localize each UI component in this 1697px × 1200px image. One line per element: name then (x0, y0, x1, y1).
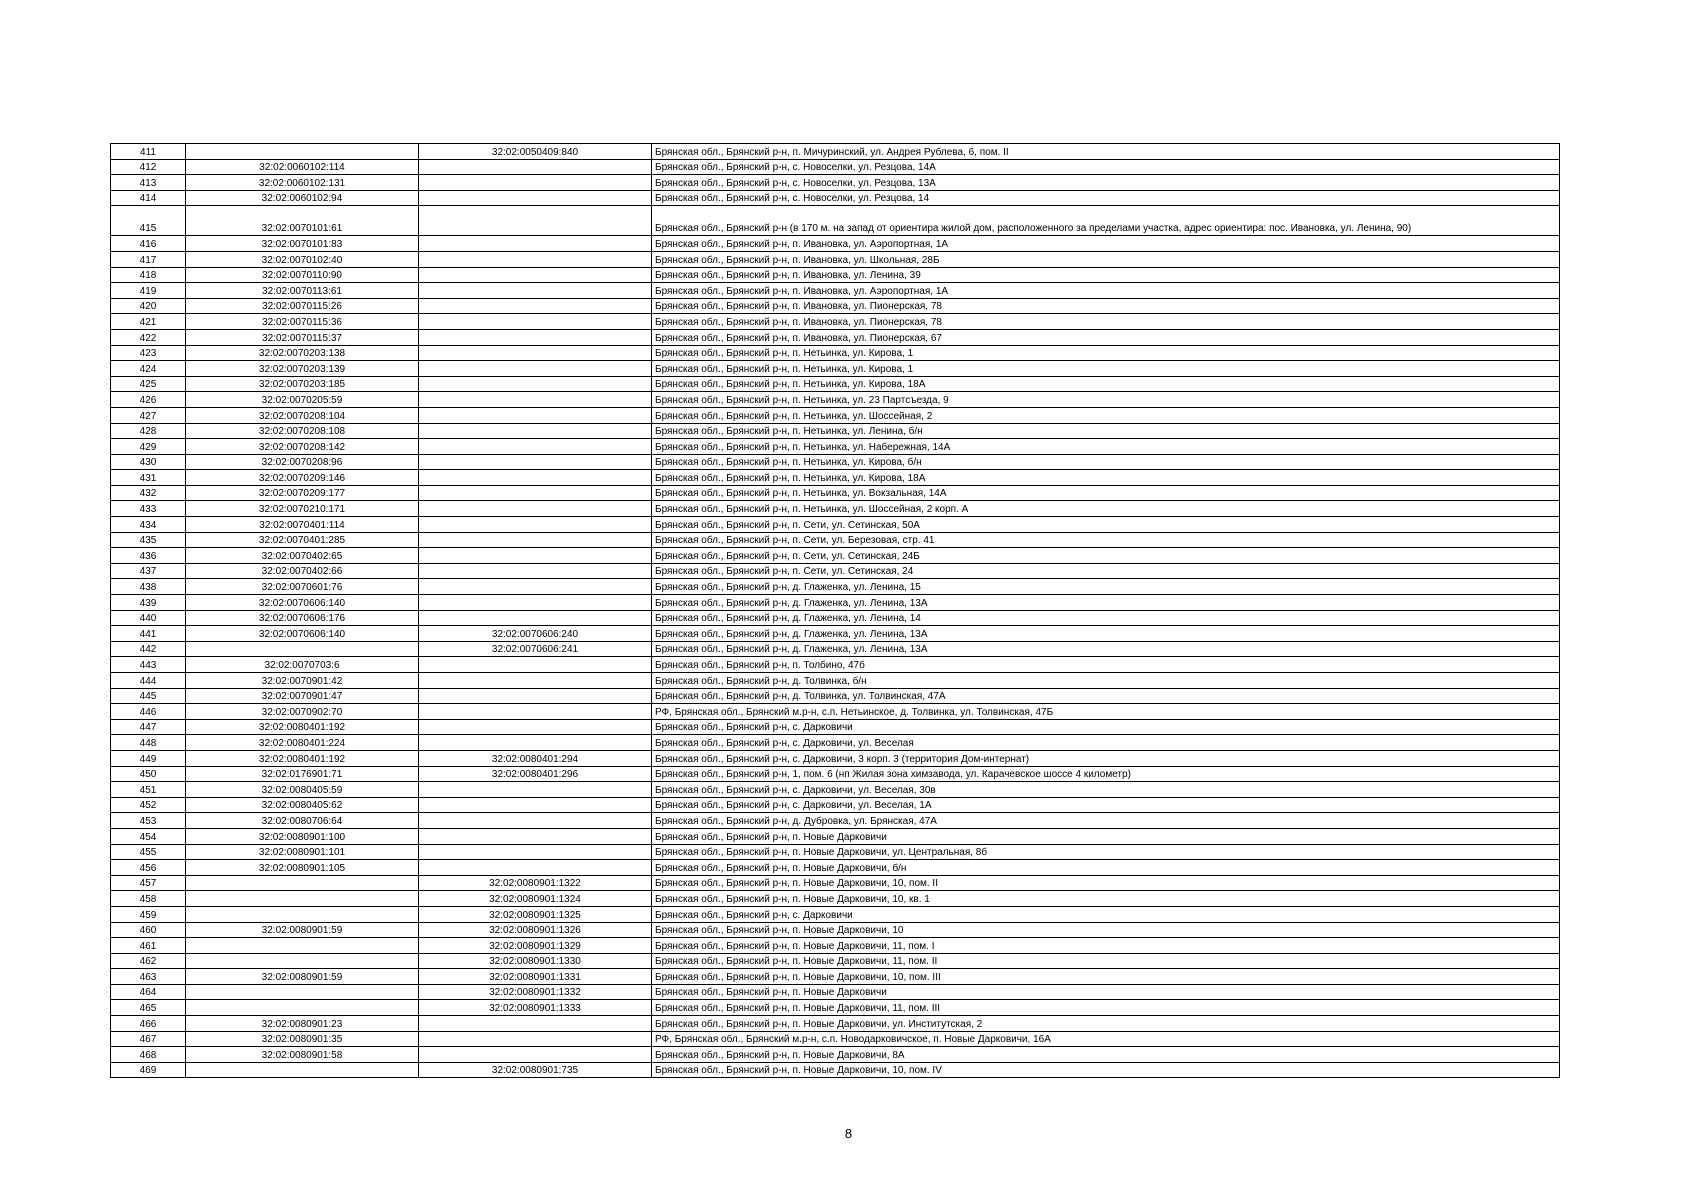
parcel-cadastral-number-cell: 32:02:0080401:224 (186, 735, 419, 751)
address-cell: Брянская обл., Брянский р-н, с. Дарковичи (652, 906, 1560, 922)
table-body (111, 144, 1560, 1078)
address-cell: Брянская обл., Брянский р-н, д. Глаженка, ул. Ленина, 13А (652, 595, 1560, 611)
address-cell: Брянская обл., Брянский р-н, п. Новые Дарковичи, 10, пом. III (652, 969, 1560, 985)
parcel-cadastral-number-cell: 32:02:0080401:192 (186, 719, 419, 735)
table-row (111, 485, 1560, 501)
object-cadastral-number-cell (419, 782, 652, 798)
row-number-cell: 469 (111, 1062, 186, 1078)
object-cadastral-number-cell (419, 673, 652, 689)
object-cadastral-number-cell (419, 860, 652, 876)
address-cell: Брянская обл., Брянский р-н, п. Ивановка, ул. Пионерская, 78 (652, 314, 1560, 330)
parcel-cadastral-number-cell: 32:02:0070101:83 (186, 236, 419, 252)
row-number-cell: 411 (111, 144, 186, 160)
object-cadastral-number-cell (419, 283, 652, 299)
table-row (111, 953, 1560, 969)
address-cell: Брянская обл., Брянский р-н, п. Сети, ул. Березовая, стр. 41 (652, 532, 1560, 548)
address-cell: Брянская обл., Брянский р-н, 1, пом. 6 (нп Жилая зона химзавода, ул. Карачевское шоссе 4 километр) (652, 766, 1560, 782)
table-row (111, 532, 1560, 548)
parcel-cadastral-number-cell: 32:02:0070208:96 (186, 454, 419, 470)
parcel-cadastral-number-cell: 32:02:0070113:61 (186, 283, 419, 299)
row-number-cell: 447 (111, 719, 186, 735)
row-number-cell: 436 (111, 548, 186, 564)
row-number-cell: 451 (111, 782, 186, 798)
parcel-cadastral-number-cell: 32:02:0176901:71 (186, 766, 419, 782)
row-number-cell: 417 (111, 251, 186, 267)
row-number-cell: 427 (111, 407, 186, 423)
parcel-cadastral-number-cell: 32:02:0070110:90 (186, 267, 419, 283)
parcel-cadastral-number-cell (186, 875, 419, 891)
row-number-cell: 424 (111, 361, 186, 377)
parcel-cadastral-number-cell (186, 938, 419, 954)
address-cell: Брянская обл., Брянский р-н, п. Сети, ул. Сетинская, 50А (652, 517, 1560, 533)
row-number-cell: 460 (111, 922, 186, 938)
parcel-cadastral-number-cell: 32:02:0060102:94 (186, 190, 419, 206)
object-cadastral-number-cell (419, 159, 652, 175)
object-cadastral-number-cell (419, 251, 652, 267)
address-cell: Брянская обл., Брянский р-н, с. Дарковичи, ул. Веселая, 1А (652, 797, 1560, 813)
object-cadastral-number-cell (419, 392, 652, 408)
row-number-cell: 420 (111, 298, 186, 314)
object-cadastral-number-cell (419, 828, 652, 844)
table-row (111, 159, 1560, 175)
table-row (111, 206, 1560, 236)
object-cadastral-number-cell: 32:02:0080901:1326 (419, 922, 652, 938)
row-number-cell: 445 (111, 688, 186, 704)
row-number-cell: 428 (111, 423, 186, 439)
table-row (111, 1016, 1560, 1032)
row-number-cell: 458 (111, 891, 186, 907)
object-cadastral-number-cell: 32:02:0080401:294 (419, 750, 652, 766)
parcel-cadastral-number-cell: 32:02:0070208:142 (186, 439, 419, 455)
parcel-cadastral-number-cell: 32:02:0080901:59 (186, 922, 419, 938)
object-cadastral-number-cell (419, 517, 652, 533)
table-row (111, 626, 1560, 642)
object-cadastral-number-cell (419, 1047, 652, 1063)
object-cadastral-number-cell (419, 376, 652, 392)
object-cadastral-number-cell (419, 439, 652, 455)
row-number-cell: 433 (111, 501, 186, 517)
table-row (111, 906, 1560, 922)
parcel-cadastral-number-cell: 32:02:0070115:36 (186, 314, 419, 330)
object-cadastral-number-cell (419, 470, 652, 486)
parcel-cadastral-number-cell: 32:02:0080405:59 (186, 782, 419, 798)
table-row (111, 267, 1560, 283)
object-cadastral-number-cell (419, 175, 652, 191)
row-number-cell: 462 (111, 953, 186, 969)
object-cadastral-number-cell (419, 1016, 652, 1032)
address-cell: Брянская обл., Брянский р-н, п. Новые Дарковичи, 10, кв. 1 (652, 891, 1560, 907)
row-number-cell: 465 (111, 1000, 186, 1016)
row-number-cell: 446 (111, 704, 186, 720)
row-number-cell: 441 (111, 626, 186, 642)
object-cadastral-number-cell (419, 563, 652, 579)
object-cadastral-number-cell: 32:02:0080901:1324 (419, 891, 652, 907)
table-row (111, 610, 1560, 626)
object-cadastral-number-cell (419, 704, 652, 720)
row-number-cell: 418 (111, 267, 186, 283)
object-cadastral-number-cell (419, 1031, 652, 1047)
parcel-cadastral-number-cell: 32:02:0070401:285 (186, 532, 419, 548)
table-row (111, 1031, 1560, 1047)
parcel-cadastral-number-cell: 32:02:0070101:61 (186, 206, 419, 236)
table-row (111, 298, 1560, 314)
table-row (111, 361, 1560, 377)
parcel-cadastral-number-cell: 32:02:0070601:76 (186, 579, 419, 595)
parcel-cadastral-number-cell (186, 144, 419, 160)
object-cadastral-number-cell (419, 844, 652, 860)
parcel-cadastral-number-cell (186, 641, 419, 657)
row-number-cell: 455 (111, 844, 186, 860)
parcel-cadastral-number-cell: 32:02:0080901:105 (186, 860, 419, 876)
row-number-cell: 438 (111, 579, 186, 595)
row-number-cell: 454 (111, 828, 186, 844)
address-cell: Брянская обл., Брянский р-н, п. Нетьинка, ул. Шоссейная, 2 (652, 407, 1560, 423)
parcel-cadastral-number-cell: 32:02:0080901:23 (186, 1016, 419, 1032)
table-row (111, 782, 1560, 798)
table-row (111, 595, 1560, 611)
row-number-cell: 425 (111, 376, 186, 392)
object-cadastral-number-cell (419, 813, 652, 829)
table-row (111, 1000, 1560, 1016)
parcel-cadastral-number-cell: 32:02:0070606:176 (186, 610, 419, 626)
object-cadastral-number-cell: 32:02:0080901:1325 (419, 906, 652, 922)
table-row (111, 314, 1560, 330)
table-row (111, 750, 1560, 766)
registry-table (110, 143, 1560, 1078)
object-cadastral-number-cell (419, 314, 652, 330)
row-number-cell: 449 (111, 750, 186, 766)
table-row (111, 144, 1560, 160)
table-row (111, 828, 1560, 844)
row-number-cell: 435 (111, 532, 186, 548)
address-cell: Брянская обл., Брянский р-н, п. Нетьинка, ул. Кирова, 18А (652, 470, 1560, 486)
parcel-cadastral-number-cell: 32:02:0080401:192 (186, 750, 419, 766)
address-cell: Брянская обл., Брянский р-н, п. Ивановка, ул. Пионерская, 67 (652, 329, 1560, 345)
row-number-cell: 429 (111, 439, 186, 455)
address-cell: Брянская обл., Брянский р-н, п. Новые Дарковичи, 11, пом. III (652, 1000, 1560, 1016)
address-cell: Брянская обл., Брянский р-н, п. Новые Дарковичи, 10 (652, 922, 1560, 938)
row-number-cell: 415 (111, 206, 186, 236)
table-row (111, 657, 1560, 673)
parcel-cadastral-number-cell: 32:02:0070401:114 (186, 517, 419, 533)
address-cell: Брянская обл., Брянский р-н, д. Дубровка, ул. Брянская, 47А (652, 813, 1560, 829)
row-number-cell: 422 (111, 329, 186, 345)
row-number-cell: 412 (111, 159, 186, 175)
table-row (111, 891, 1560, 907)
object-cadastral-number-cell (419, 298, 652, 314)
address-cell: Брянская обл., Брянский р-н, п. Нетьинка, ул. Кирова, б/н (652, 454, 1560, 470)
table-row (111, 860, 1560, 876)
row-number-cell: 457 (111, 875, 186, 891)
row-number-cell: 423 (111, 345, 186, 361)
table-row (111, 844, 1560, 860)
parcel-cadastral-number-cell: 32:02:0070901:42 (186, 673, 419, 689)
object-cadastral-number-cell: 32:02:0070606:240 (419, 626, 652, 642)
parcel-cadastral-number-cell: 32:02:0070402:65 (186, 548, 419, 564)
address-cell: Брянская обл., Брянский р-н, п. Новые Дарковичи, ул. Институтская, 2 (652, 1016, 1560, 1032)
address-cell: Брянская обл., Брянский р-н, п. Нетьинка, ул. Вокзальная, 14А (652, 485, 1560, 501)
object-cadastral-number-cell (419, 407, 652, 423)
object-cadastral-number-cell (419, 345, 652, 361)
row-number-cell: 431 (111, 470, 186, 486)
address-cell: Брянская обл., Брянский р-н, п. Новые Дарковичи (652, 828, 1560, 844)
parcel-cadastral-number-cell: 32:02:0080405:62 (186, 797, 419, 813)
table-row (111, 470, 1560, 486)
row-number-cell: 466 (111, 1016, 186, 1032)
parcel-cadastral-number-cell: 32:02:0070205:59 (186, 392, 419, 408)
object-cadastral-number-cell (419, 657, 652, 673)
address-cell: Брянская обл., Брянский р-н, д. Толвинка, ул. Толвинская, 47А (652, 688, 1560, 704)
table-row (111, 735, 1560, 751)
parcel-cadastral-number-cell: 32:02:0070209:177 (186, 485, 419, 501)
object-cadastral-number-cell (419, 206, 652, 236)
address-cell: Брянская обл., Брянский р-н, с. Новоселки, ул. Резцова, 14А (652, 159, 1560, 175)
address-cell: Брянская обл., Брянский р-н, п. Сети, ул. Сетинская, 24Б (652, 548, 1560, 564)
row-number-cell: 439 (111, 595, 186, 611)
row-number-cell: 452 (111, 797, 186, 813)
object-cadastral-number-cell (419, 610, 652, 626)
row-number-cell: 413 (111, 175, 186, 191)
parcel-cadastral-number-cell (186, 1000, 419, 1016)
address-cell: Брянская обл., Брянский р-н, с. Дарковичи, ул. Веселая (652, 735, 1560, 751)
address-cell: Брянская обл., Брянский р-н, п. Новые Дарковичи, 10, пом. II (652, 875, 1560, 891)
table-row (111, 423, 1560, 439)
row-number-cell: 461 (111, 938, 186, 954)
parcel-cadastral-number-cell: 32:02:0070209:146 (186, 470, 419, 486)
table-row (111, 175, 1560, 191)
address-cell: Брянская обл., Брянский р-н, п. Новые Дарковичи (652, 984, 1560, 1000)
table-row (111, 969, 1560, 985)
parcel-cadastral-number-cell: 32:02:0070210:171 (186, 501, 419, 517)
object-cadastral-number-cell: 32:02:0080901:1329 (419, 938, 652, 954)
row-number-cell: 463 (111, 969, 186, 985)
table-row (111, 392, 1560, 408)
parcel-cadastral-number-cell: 32:02:0080901:58 (186, 1047, 419, 1063)
object-cadastral-number-cell (419, 797, 652, 813)
object-cadastral-number-cell (419, 548, 652, 564)
row-number-cell: 440 (111, 610, 186, 626)
table-row (111, 704, 1560, 720)
address-cell: Брянская обл., Брянский р-н, п. Новые Дарковичи, 11, пом. II (652, 953, 1560, 969)
row-number-cell: 426 (111, 392, 186, 408)
address-cell: Брянская обл., Брянский р-н, с. Дарковичи, 3 корп. 3 (территория Дом-интернат) (652, 750, 1560, 766)
row-number-cell: 467 (111, 1031, 186, 1047)
parcel-cadastral-number-cell: 32:02:0080901:100 (186, 828, 419, 844)
object-cadastral-number-cell (419, 595, 652, 611)
object-cadastral-number-cell: 32:02:0080901:1333 (419, 1000, 652, 1016)
table-row (111, 1062, 1560, 1078)
parcel-cadastral-number-cell (186, 984, 419, 1000)
table-row (111, 501, 1560, 517)
object-cadastral-number-cell: 32:02:0080901:1332 (419, 984, 652, 1000)
table-row (111, 236, 1560, 252)
object-cadastral-number-cell (419, 423, 652, 439)
table-row (111, 439, 1560, 455)
parcel-cadastral-number-cell: 32:02:0070402:66 (186, 563, 419, 579)
object-cadastral-number-cell: 32:02:0070606:241 (419, 641, 652, 657)
address-cell: Брянская обл., Брянский р-н, п. Ивановка, ул. Аэропортная, 1А (652, 236, 1560, 252)
table-row (111, 329, 1560, 345)
object-cadastral-number-cell: 32:02:0080901:1331 (419, 969, 652, 985)
row-number-cell: 443 (111, 657, 186, 673)
address-cell: Брянская обл., Брянский р-н, п. Нетьинка, ул. 23 Партсъезда, 9 (652, 392, 1560, 408)
object-cadastral-number-cell (419, 190, 652, 206)
address-cell: Брянская обл., Брянский р-н, с. Дарковичи, ул. Веселая, 30в (652, 782, 1560, 798)
parcel-cadastral-number-cell: 32:02:0080901:59 (186, 969, 419, 985)
parcel-cadastral-number-cell: 32:02:0070902:70 (186, 704, 419, 720)
table-row (111, 345, 1560, 361)
address-cell: Брянская обл., Брянский р-н, д. Толвинка, б/н (652, 673, 1560, 689)
row-number-cell: 450 (111, 766, 186, 782)
table-row (111, 454, 1560, 470)
table-row (111, 190, 1560, 206)
object-cadastral-number-cell (419, 454, 652, 470)
address-cell: Брянская обл., Брянский р-н, п. Нетьинка, ул. Ленина, б/н (652, 423, 1560, 439)
parcel-cadastral-number-cell: 32:02:0070606:140 (186, 626, 419, 642)
address-cell: Брянская обл., Брянский р-н, д. Глаженка, ул. Ленина, 14 (652, 610, 1560, 626)
object-cadastral-number-cell (419, 579, 652, 595)
object-cadastral-number-cell (419, 267, 652, 283)
object-cadastral-number-cell (419, 501, 652, 517)
object-cadastral-number-cell: 32:02:0080401:296 (419, 766, 652, 782)
parcel-cadastral-number-cell: 32:02:0070208:104 (186, 407, 419, 423)
table-row (111, 719, 1560, 735)
address-cell: Брянская обл., Брянский р-н, п. Нетьинка, ул. Набережная, 14А (652, 439, 1560, 455)
table-row (111, 938, 1560, 954)
address-cell: Брянская обл., Брянский р-н, п. Нетьинка, ул. Кирова, 1 (652, 361, 1560, 377)
object-cadastral-number-cell: 32:02:0050409:840 (419, 144, 652, 160)
table-row (111, 766, 1560, 782)
table-row (111, 673, 1560, 689)
parcel-cadastral-number-cell: 32:02:0070203:139 (186, 361, 419, 377)
parcel-cadastral-number-cell: 32:02:0070115:26 (186, 298, 419, 314)
object-cadastral-number-cell: 32:02:0080901:735 (419, 1062, 652, 1078)
address-cell: Брянская обл., Брянский р-н, д. Глаженка, ул. Ленина, 13А (652, 626, 1560, 642)
parcel-cadastral-number-cell: 32:02:0070606:140 (186, 595, 419, 611)
row-number-cell: 421 (111, 314, 186, 330)
table-row (111, 875, 1560, 891)
row-number-cell: 430 (111, 454, 186, 470)
address-cell: Брянская обл., Брянский р-н, п. Новые Дарковичи, б/н (652, 860, 1560, 876)
object-cadastral-number-cell (419, 485, 652, 501)
address-cell: Брянская обл., Брянский р-н, с. Новоселки, ул. Резцова, 13А (652, 175, 1560, 191)
parcel-cadastral-number-cell: 32:02:0080706:64 (186, 813, 419, 829)
parcel-cadastral-number-cell: 32:02:0070203:185 (186, 376, 419, 392)
parcel-cadastral-number-cell (186, 953, 419, 969)
row-number-cell: 453 (111, 813, 186, 829)
parcel-cadastral-number-cell (186, 906, 419, 922)
address-cell: Брянская обл., Брянский р-н, п. Ивановка, ул. Ленина, 39 (652, 267, 1560, 283)
address-cell: Брянская обл., Брянский р-н, п. Ивановка, ул. Пионерская, 78 (652, 298, 1560, 314)
table-row (111, 813, 1560, 829)
address-cell: Брянская обл., Брянский р-н, с. Новоселки, ул. Резцова, 14 (652, 190, 1560, 206)
table-row (111, 984, 1560, 1000)
table-row (111, 579, 1560, 595)
row-number-cell: 442 (111, 641, 186, 657)
address-cell: Брянская обл., Брянский р-н, п. Новые Дарковичи, 10, пом. IV (652, 1062, 1560, 1078)
address-cell: Брянская обл., Брянский р-н, п. Ивановка, ул. Школьная, 28Б (652, 251, 1560, 267)
table-row (111, 548, 1560, 564)
parcel-cadastral-number-cell: 32:02:0080901:101 (186, 844, 419, 860)
address-cell: Брянская обл., Брянский р-н, п. Сети, ул. Сетинская, 24 (652, 563, 1560, 579)
parcel-cadastral-number-cell: 32:02:0070115:37 (186, 329, 419, 345)
parcel-cadastral-number-cell: 32:02:0060102:131 (186, 175, 419, 191)
table-row (111, 563, 1560, 579)
address-cell: Брянская обл., Брянский р-н, д. Глаженка, ул. Ленина, 15 (652, 579, 1560, 595)
row-number-cell: 464 (111, 984, 186, 1000)
address-cell: Брянская обл., Брянский р-н, п. Ивановка, ул. Аэропортная, 1А (652, 283, 1560, 299)
address-cell: Брянская обл., Брянский р-н, п. Толбино, 47б (652, 657, 1560, 673)
table-row (111, 517, 1560, 533)
address-cell: РФ, Брянская обл., Брянский м.р-н, с.п. Новодарковичское, п. Новые Дарковичи, 16А (652, 1031, 1560, 1047)
row-number-cell: 419 (111, 283, 186, 299)
address-cell: Брянская обл., Брянский р-н, д. Глаженка, ул. Ленина, 13А (652, 641, 1560, 657)
object-cadastral-number-cell: 32:02:0080901:1330 (419, 953, 652, 969)
row-number-cell: 434 (111, 517, 186, 533)
object-cadastral-number-cell (419, 735, 652, 751)
object-cadastral-number-cell (419, 361, 652, 377)
parcel-cadastral-number-cell: 32:02:0070208:108 (186, 423, 419, 439)
row-number-cell: 459 (111, 906, 186, 922)
address-cell: Брянская обл., Брянский р-н, с. Дарковичи (652, 719, 1560, 735)
table-row (111, 376, 1560, 392)
table-row (111, 688, 1560, 704)
parcel-cadastral-number-cell (186, 891, 419, 907)
parcel-cadastral-number-cell: 32:02:0070703:6 (186, 657, 419, 673)
parcel-cadastral-number-cell: 32:02:0070102:40 (186, 251, 419, 267)
table-row (111, 922, 1560, 938)
row-number-cell: 414 (111, 190, 186, 206)
parcel-cadastral-number-cell: 32:02:0070203:138 (186, 345, 419, 361)
table-row (111, 1047, 1560, 1063)
table-row (111, 641, 1560, 657)
object-cadastral-number-cell (419, 532, 652, 548)
address-cell: Брянская обл., Брянский р-н (в 170 м. на запад от ориентира жилой дом, расположенного за пределами участка, адрес ориентира: пос. Ивановка, ул. Ленина, 90) (652, 206, 1560, 236)
object-cadastral-number-cell: 32:02:0080901:1322 (419, 875, 652, 891)
row-number-cell: 468 (111, 1047, 186, 1063)
address-cell: Брянская обл., Брянский р-н, п. Мичуринский, ул. Андрея Рублева, 6, пом. II (652, 144, 1560, 160)
row-number-cell: 456 (111, 860, 186, 876)
object-cadastral-number-cell (419, 236, 652, 252)
table-row (111, 251, 1560, 267)
table-row (111, 407, 1560, 423)
row-number-cell: 448 (111, 735, 186, 751)
parcel-cadastral-number-cell: 32:02:0070901:47 (186, 688, 419, 704)
address-cell: Брянская обл., Брянский р-н, п. Нетьинка, ул. Шоссейная, 2 корп. А (652, 501, 1560, 517)
address-cell: РФ, Брянская обл., Брянский м.р-н, с.п. Нетьинское, д. Толвинка, ул. Толвинская, 47Б (652, 704, 1560, 720)
row-number-cell: 437 (111, 563, 186, 579)
row-number-cell: 444 (111, 673, 186, 689)
address-cell: Брянская обл., Брянский р-н, п. Новые Дарковичи, ул. Центральная, 8б (652, 844, 1560, 860)
table-row (111, 797, 1560, 813)
address-cell: Брянская обл., Брянский р-н, п. Нетьинка, ул. Кирова, 1 (652, 345, 1560, 361)
row-number-cell: 432 (111, 485, 186, 501)
address-cell: Брянская обл., Брянский р-н, п. Новые Дарковичи, 11, пом. I (652, 938, 1560, 954)
parcel-cadastral-number-cell: 32:02:0060102:114 (186, 159, 419, 175)
parcel-cadastral-number-cell (186, 1062, 419, 1078)
table-row (111, 283, 1560, 299)
object-cadastral-number-cell (419, 688, 652, 704)
row-number-cell: 416 (111, 236, 186, 252)
page-number: 8 (844, 1126, 853, 1141)
address-cell: Брянская обл., Брянский р-н, п. Новые Дарковичи, 8А (652, 1047, 1560, 1063)
address-cell: Брянская обл., Брянский р-н, п. Нетьинка, ул. Кирова, 18А (652, 376, 1560, 392)
object-cadastral-number-cell (419, 719, 652, 735)
object-cadastral-number-cell (419, 329, 652, 345)
parcel-cadastral-number-cell: 32:02:0080901:35 (186, 1031, 419, 1047)
